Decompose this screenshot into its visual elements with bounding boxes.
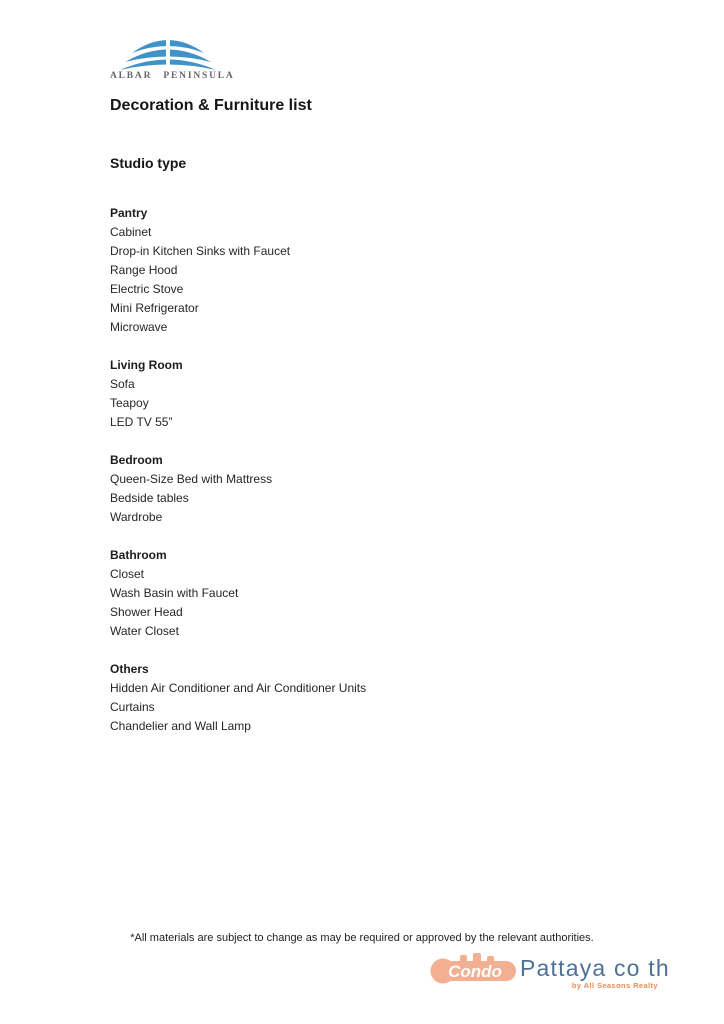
- section-heading: Living Room: [110, 358, 183, 372]
- section-heading: Bathroom: [110, 548, 167, 562]
- unit-type-subtitle: Studio type: [110, 155, 187, 171]
- list-item: Wardrobe: [110, 510, 163, 524]
- watermark-tagline: by All Seasons Realty: [571, 981, 658, 990]
- footnote: *All materials are subject to change as may be required or approved by the relevant authorities.: [130, 932, 594, 944]
- list-item: Mini Refrigerator: [110, 301, 199, 315]
- list-item: Electric Stove: [110, 282, 184, 296]
- brand-name: ALBAR PENINSULA: [110, 71, 235, 81]
- furniture-section: [110, 451, 590, 527]
- furniture-list: [110, 204, 590, 755]
- condo-key-label: Condo: [448, 962, 502, 981]
- list-item: Drop-in Kitchen Sinks with Faucet: [110, 244, 291, 258]
- list-item: Wash Basin with Faucet: [110, 586, 239, 600]
- furniture-section: [110, 660, 590, 736]
- list-item: Teapoy: [110, 396, 149, 410]
- list-item: Sofa: [110, 377, 135, 391]
- section-heading: Pantry: [110, 206, 148, 220]
- section-heading: Others: [110, 662, 149, 676]
- list-item: Microwave: [110, 320, 168, 334]
- furniture-section: [110, 204, 590, 337]
- list-item: Bedside tables: [110, 491, 189, 505]
- list-item: Chandelier and Wall Lamp: [110, 719, 251, 733]
- list-item: Water Closet: [110, 624, 179, 638]
- furniture-section: [110, 356, 590, 432]
- watermark-site-name: Pattaya co th: [520, 955, 670, 981]
- list-item: Queen-Size Bed with Mattress: [110, 472, 273, 486]
- condopattaya-watermark: [430, 948, 670, 998]
- list-item: Range Hood: [110, 263, 178, 277]
- list-item: Hidden Air Conditioner and Air Conditioner Units: [110, 681, 367, 695]
- list-item: Curtains: [110, 700, 155, 714]
- condo-key-icon: [430, 950, 518, 984]
- list-item: LED TV 55”: [110, 415, 173, 429]
- page-title: Decoration & Furniture list: [110, 97, 312, 114]
- section-heading: Bedroom: [110, 453, 163, 467]
- list-item: Shower Head: [110, 605, 183, 619]
- list-item: Closet: [110, 567, 145, 581]
- albar-logo-arcs-icon: [120, 27, 216, 71]
- furniture-section: [110, 546, 590, 641]
- list-item: Cabinet: [110, 225, 152, 239]
